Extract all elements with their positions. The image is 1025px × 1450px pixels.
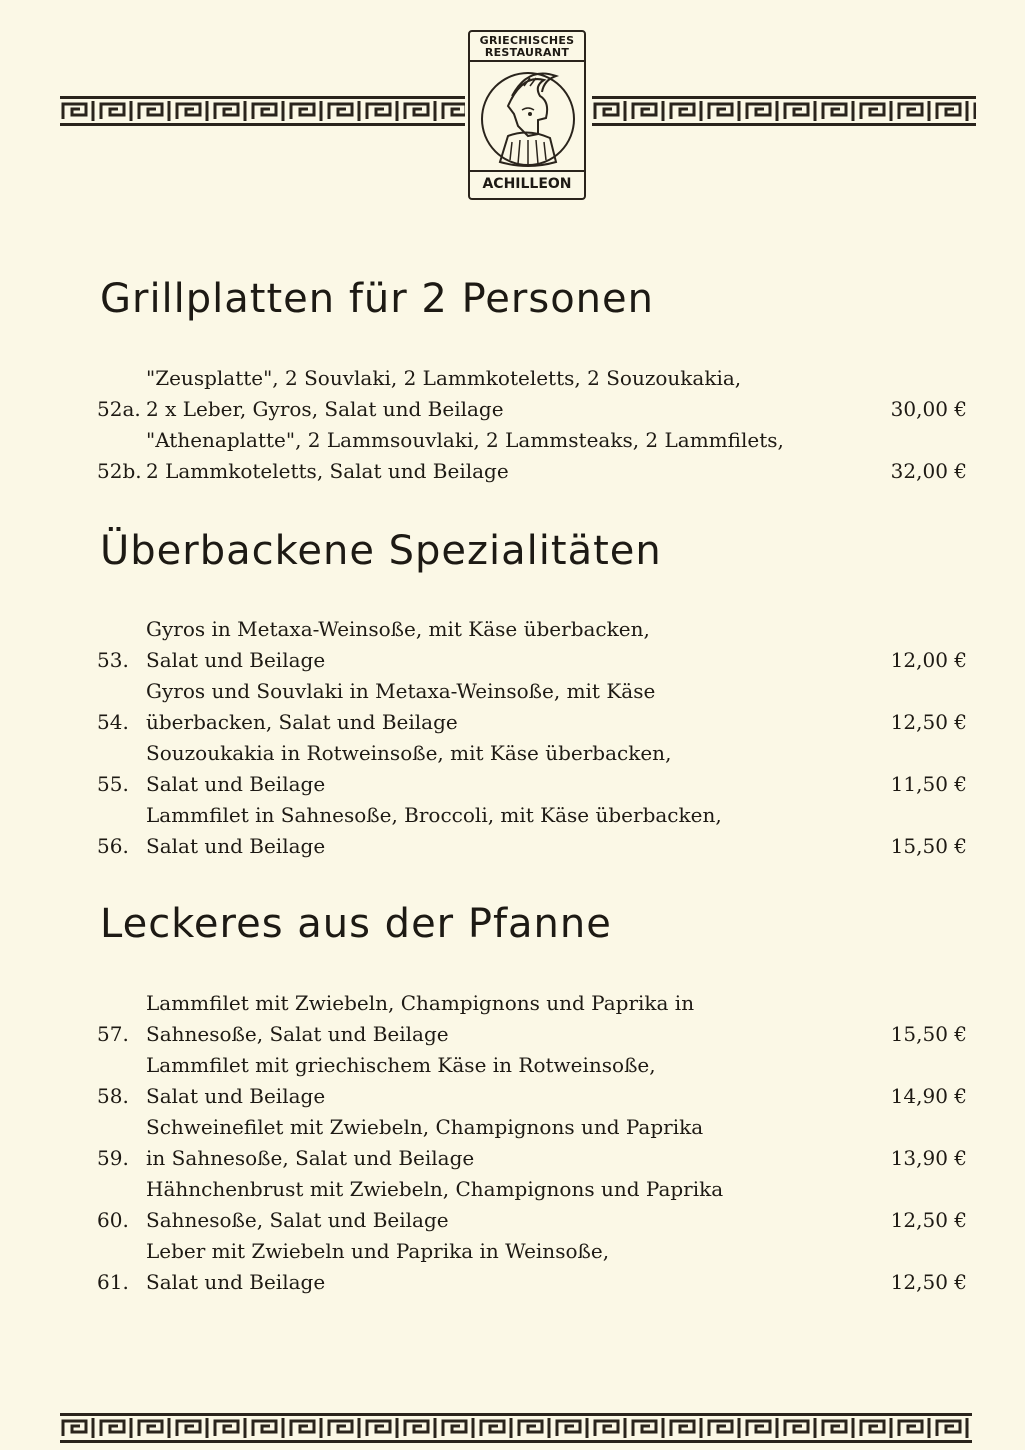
item-description (146, 988, 847, 1050)
item-number: 54. (97, 710, 129, 734)
spartan-warrior-helmet-icon (478, 66, 578, 172)
item-description (146, 363, 847, 425)
logo-line-1: GRIECHISCHES (479, 34, 575, 47)
menu-item (97, 1112, 967, 1174)
item-line: Hähnchenbrust mit Zwiebeln, Champignons und Paprika (146, 1177, 724, 1201)
item-number: 60. (97, 1208, 129, 1232)
item-description (146, 1050, 847, 1112)
item-line: in Sahnesoße, Salat und Beilage (146, 1146, 475, 1170)
item-price: 12,50 € (890, 1208, 967, 1232)
menu-list-ueberbackene (97, 614, 967, 862)
item-price: 12,50 € (890, 1270, 967, 1294)
item-description (146, 1112, 847, 1174)
logo-header (470, 32, 584, 62)
item-line: Lammfilet mit griechischem Käse in Rotweinsoße, (146, 1053, 656, 1077)
menu-item (97, 1050, 967, 1112)
item-number: 55. (97, 772, 129, 796)
item-line: überbacken, Salat und Beilage (146, 710, 458, 734)
item-line: Salat und Beilage (146, 834, 326, 858)
menu-item (97, 363, 967, 425)
section-title-pfanne: Leckeres aus der Pfanne (100, 901, 612, 947)
item-line: 2 Lammkoteletts, Salat und Beilage (146, 459, 509, 483)
menu-item (97, 614, 967, 676)
item-line: Salat und Beilage (146, 1270, 326, 1294)
item-number: 53. (97, 648, 129, 672)
item-number: 52a. (97, 397, 141, 421)
menu-item (97, 1174, 967, 1236)
item-line: Sahnesoße, Salat und Beilage (146, 1208, 449, 1232)
logo-name: ACHILLEON (470, 170, 584, 198)
item-price: 15,50 € (890, 834, 967, 858)
item-description (146, 1174, 847, 1236)
menu-item (97, 738, 967, 800)
item-line: Schweinefilet mit Zwiebeln, Champignons und Paprika (146, 1115, 704, 1139)
item-price: 11,50 € (890, 772, 967, 796)
menu-list-grillplatten (97, 363, 967, 487)
greek-key-border-left (60, 96, 465, 126)
item-description (146, 425, 847, 487)
item-number: 59. (97, 1146, 129, 1170)
item-line: "Athenaplatte", 2 Lammsouvlaki, 2 Lammsteaks, 2 Lammfilets, (146, 428, 784, 452)
item-number: 56. (97, 834, 129, 858)
item-number: 52b. (97, 459, 142, 483)
item-line: Leber mit Zwiebeln und Paprika in Weinsoße, (146, 1239, 610, 1263)
item-price: 12,00 € (890, 648, 967, 672)
item-price: 14,90 € (890, 1084, 967, 1108)
menu-item (97, 1236, 967, 1298)
item-line: Souzoukakia in Rotweinsoße, mit Käse überbacken, (146, 741, 672, 765)
item-number: 57. (97, 1022, 129, 1046)
item-description (146, 800, 847, 862)
item-line: Salat und Beilage (146, 1084, 326, 1108)
menu-item (97, 800, 967, 862)
item-description (146, 738, 847, 800)
item-price: 15,50 € (890, 1022, 967, 1046)
item-description (146, 676, 847, 738)
menu-item (97, 425, 967, 487)
menu-list-pfanne (97, 988, 967, 1298)
item-line: "Zeusplatte", 2 Souvlaki, 2 Lammkoteletts, 2 Souzoukakia, (146, 366, 742, 390)
item-line: Gyros und Souvlaki in Metaxa-Weinsoße, mit Käse (146, 679, 656, 703)
item-number: 61. (97, 1270, 129, 1294)
item-line: 2 x Leber, Gyros, Salat und Beilage (146, 397, 504, 421)
item-line: Lammfilet in Sahnesoße, Broccoli, mit Käse überbacken, (146, 803, 722, 827)
logo-line-2: RESTAURANT (484, 46, 570, 59)
item-number: 58. (97, 1084, 129, 1108)
item-line: Sahnesoße, Salat und Beilage (146, 1022, 449, 1046)
item-line: Lammfilet mit Zwiebeln, Champignons und Paprika in (146, 991, 695, 1015)
item-line: Salat und Beilage (146, 772, 326, 796)
menu-item (97, 988, 967, 1050)
item-price: 13,90 € (890, 1146, 967, 1170)
greek-key-border-bottom (60, 1413, 972, 1443)
menu-item (97, 676, 967, 738)
item-description (146, 614, 847, 676)
item-line: Gyros in Metaxa-Weinsoße, mit Käse überbacken, (146, 617, 650, 641)
item-description (146, 1236, 847, 1298)
restaurant-logo (468, 30, 586, 200)
item-price: 12,50 € (890, 710, 967, 734)
item-line: Salat und Beilage (146, 648, 326, 672)
section-title-grillplatten: Grillplatten für 2 Personen (100, 276, 654, 322)
greek-key-border-right (592, 96, 976, 126)
item-price: 32,00 € (890, 459, 967, 483)
section-title-ueberbackene: Überbackene Spezialitäten (100, 528, 662, 574)
item-price: 30,00 € (890, 397, 967, 421)
